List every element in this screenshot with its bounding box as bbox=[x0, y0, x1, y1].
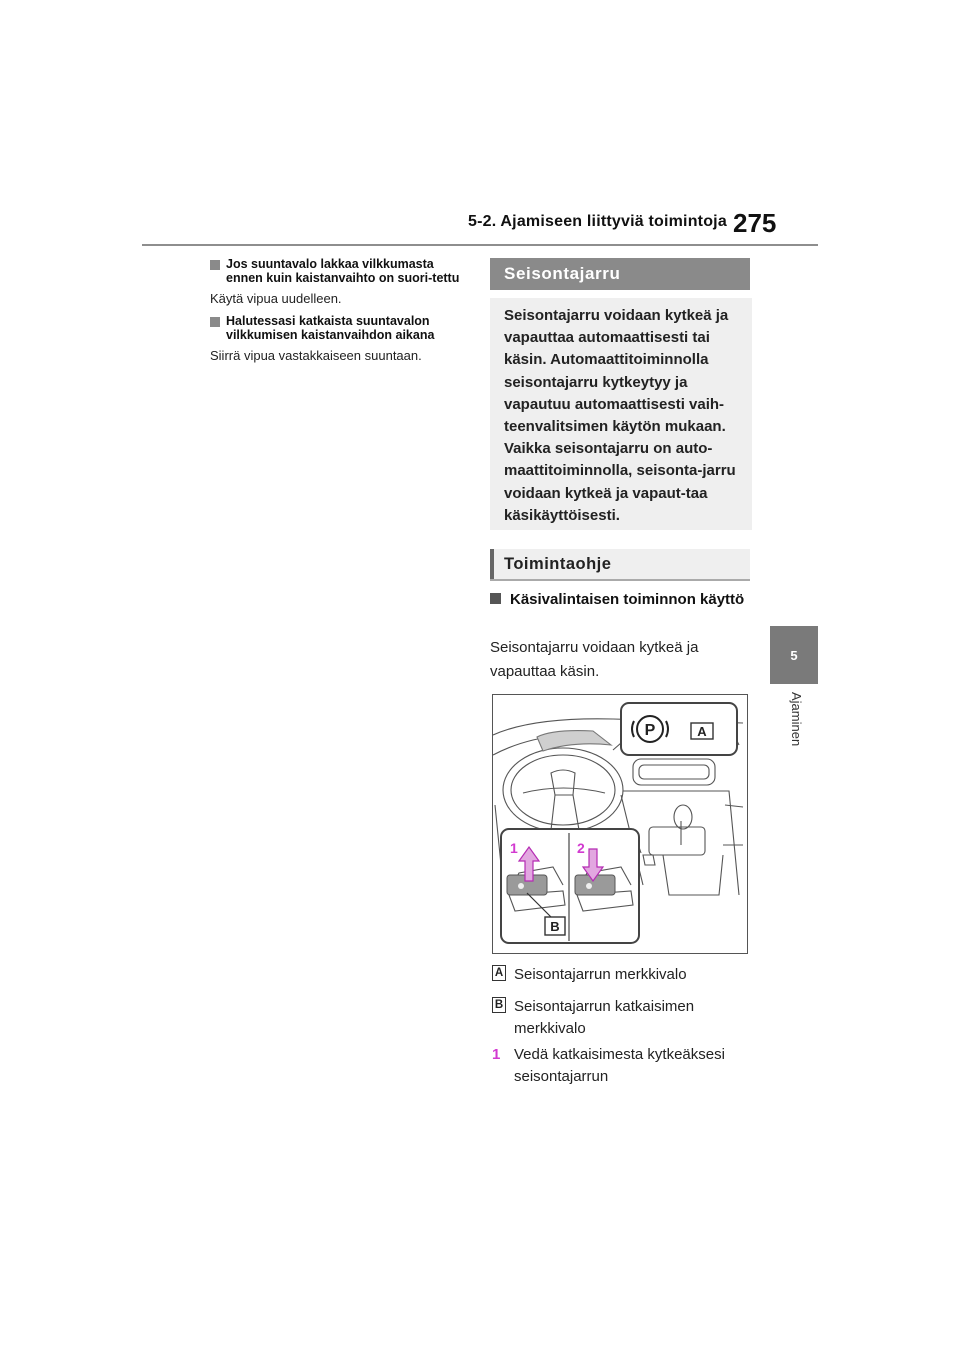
bullet-square-icon bbox=[210, 260, 220, 270]
body-text: Seisontajarru voidaan kytkeä ja vapauttaa käsin. bbox=[490, 639, 699, 680]
step-1-label: 1 bbox=[510, 840, 518, 856]
legend-key-b: B bbox=[492, 997, 506, 1013]
legend-step-1 bbox=[492, 1044, 754, 1088]
chapter-tab bbox=[770, 626, 818, 684]
step-text: Vedä katkaisimesta kytkeäksesi seisontajarrun bbox=[514, 1046, 725, 1085]
section-heading-toimintaohje: Toimintaohje bbox=[490, 549, 750, 581]
legend-item-b bbox=[492, 996, 754, 1040]
paragraph-2: Siirrä vipua vastakkaiseen suuntaan. bbox=[210, 348, 422, 363]
legend-key-a: A bbox=[492, 965, 506, 981]
parking-brake-illustration bbox=[492, 694, 748, 954]
intro-panel: Seisontajarru voidaan kytkeä ja vapauttaa automaattisesti tai käsin. Automaattitoiminnolla seisontajarru kytkeytyy ja vapautuu automaattisesti vaih-teenvalitsimen käytön mukaan. Vaikka seisontajarru on auto-maattitoiminnolla, seisonta-jarru voidaan kytkeä ja vapaut-taa käsikäyttöisesti. bbox=[490, 298, 752, 530]
paragraph-1: Käytä vipua uudelleen. bbox=[210, 291, 342, 306]
chapter-number: 5 bbox=[790, 647, 798, 663]
bullet-square-icon bbox=[490, 593, 501, 604]
chapter-label: Ajaminen bbox=[789, 692, 804, 747]
callout-a-label: A bbox=[697, 724, 707, 739]
step-number: 1 bbox=[492, 1046, 501, 1063]
subheading: Käsivalintaisen toiminnon käyttö bbox=[490, 589, 752, 610]
bullet-square-icon bbox=[210, 317, 220, 327]
page-number: 275 bbox=[733, 208, 777, 238]
left-column bbox=[210, 258, 472, 372]
svg-text:P: P bbox=[644, 722, 656, 739]
figure-drawing bbox=[493, 695, 748, 954]
step-2-label: 2 bbox=[577, 840, 585, 856]
header-rule bbox=[142, 244, 818, 246]
callout-b-label: B bbox=[550, 919, 560, 934]
legend-text-a: Seisontajarrun merkkivalo bbox=[514, 966, 687, 983]
bullet-heading-1: Jos suuntavalo lakkaa vilkkumasta ennen kuin kaistanvaihto on suori-tettu bbox=[210, 258, 472, 285]
accent-bar bbox=[490, 549, 494, 579]
section-heading-seisontajarru: Seisontajarru bbox=[490, 258, 750, 290]
section-title: 5-2. Ajamiseen liittyviä toimintoja bbox=[468, 213, 727, 230]
legend-text-b: Seisontajarrun katkaisimen merkkivalo bbox=[514, 998, 695, 1037]
bullet-heading-2: Halutessasi katkaista suuntavalon vilkkumisen kaistanvaihdon aikana bbox=[210, 315, 472, 342]
legend-item-a bbox=[492, 964, 754, 986]
